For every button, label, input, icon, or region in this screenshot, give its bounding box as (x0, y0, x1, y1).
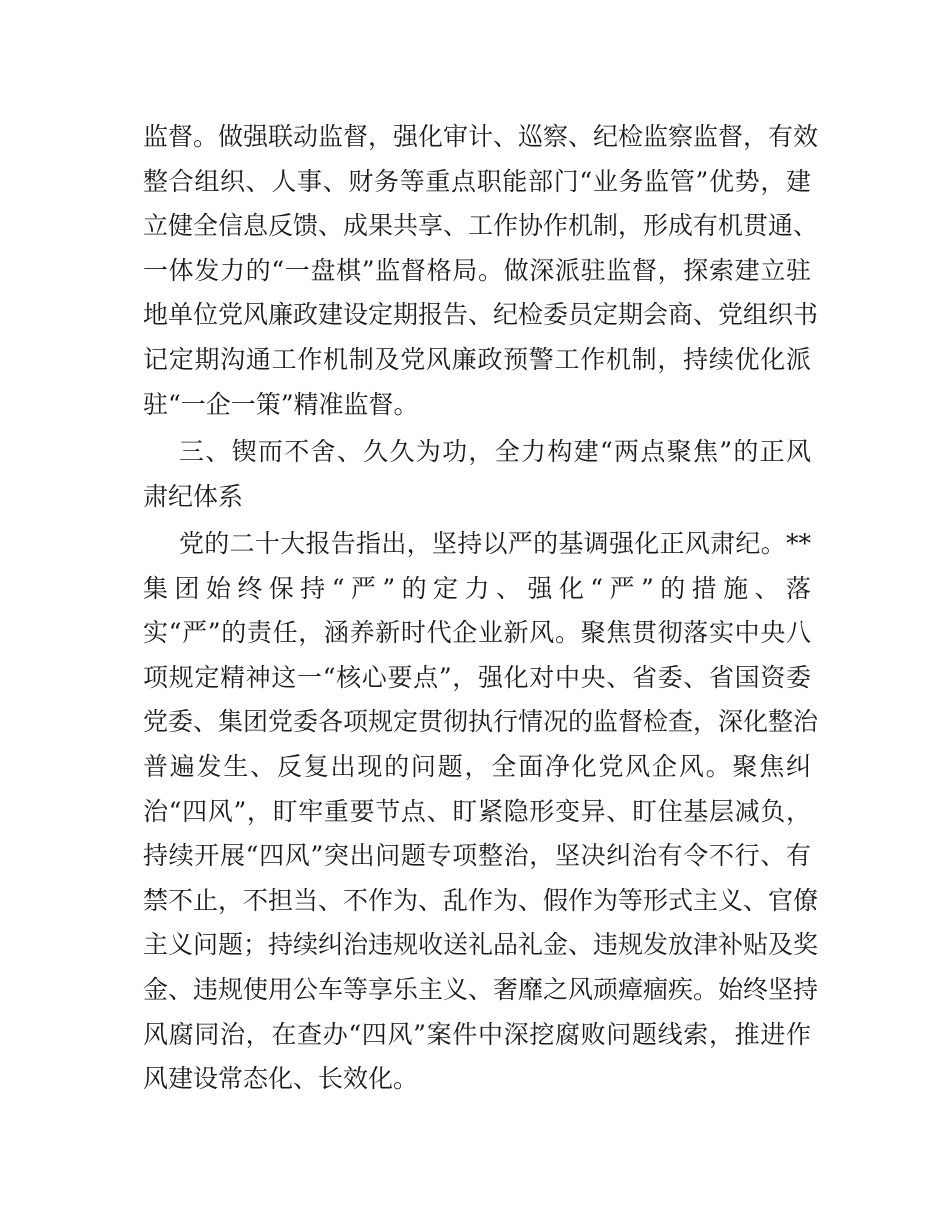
text-line: 治“四风”，盯牢重要节点、盯紧隐形变异、盯住基层减负， (143, 796, 811, 826)
text-line: 禁不止，不担当、不作为、乱作为、假作为等形式主义、官僚 (143, 885, 819, 915)
paragraph-supervision (143, 115, 819, 427)
text-line: 地单位党风廉政建设定期报告、纪检委员定期会商、党组织书 (143, 300, 819, 330)
text-line: 集团始终保持“严”的定力、强化“严”的措施、落 (143, 573, 811, 603)
text-line: 风建设常态化、长效化。 (143, 1064, 419, 1094)
text-line: 实“严”的责任，涵养新时代企业新风。聚焦贯彻落实中央八 (143, 618, 811, 648)
text-line: 立健全信息反馈、成果共享、工作协作机制，形成有机贯通、 (143, 211, 819, 241)
text-line: 风腐同治，在查办“四风”案件中深挖腐败问题线索，推进作 (143, 1019, 811, 1049)
text-line: 普遍发生、反复出现的问题，全面净化党风企风。聚焦纠 (143, 751, 811, 781)
text-line: 记定期沟通工作机制及党风廉政预警工作机制，持续优化派 (143, 344, 811, 374)
text-line: 主义问题；持续纠治违规收送礼品礼金、违规发放津补贴及奖 (143, 930, 819, 960)
text-line: 监督。做强联动监督，强化审计、巡察、纪检监察监督，有效 (143, 122, 819, 151)
text-line: 党委、集团党委各项规定贯彻执行情况的监督检查，深化整治 (143, 707, 819, 737)
text-line: 驻“一企一策”精准监督。 (143, 389, 419, 419)
text-line: 整合组织、人事、财务等重点职能部门“业务监管”优势，建 (143, 166, 811, 196)
text-line: 党的二十大报告指出，坚持以严的基调强化正风肃纪。** (179, 529, 811, 558)
text-line: 持续开展“四风”突出问题专项整治，坚决纠治有令不行、有 (143, 841, 811, 871)
text-line: 一体发力的“一盘棋”监督格局。做深派驻监督，探索建立驻 (143, 255, 811, 285)
text-line: 项规定精神这一“核心要点”，强化对中央、省委、省国资委 (143, 662, 811, 692)
text-line: 金、违规使用公车等享乐主义、奢靡之风顽瘴痼疾。始终坚持 (143, 974, 819, 1004)
section-heading-3 (143, 430, 811, 519)
paragraph-discipline (143, 522, 819, 1102)
heading-line: 肃纪体系 (143, 481, 244, 511)
heading-line: 三、锲而不舍、久久为功，全力构建“两点聚焦”的正风 (179, 437, 811, 466)
